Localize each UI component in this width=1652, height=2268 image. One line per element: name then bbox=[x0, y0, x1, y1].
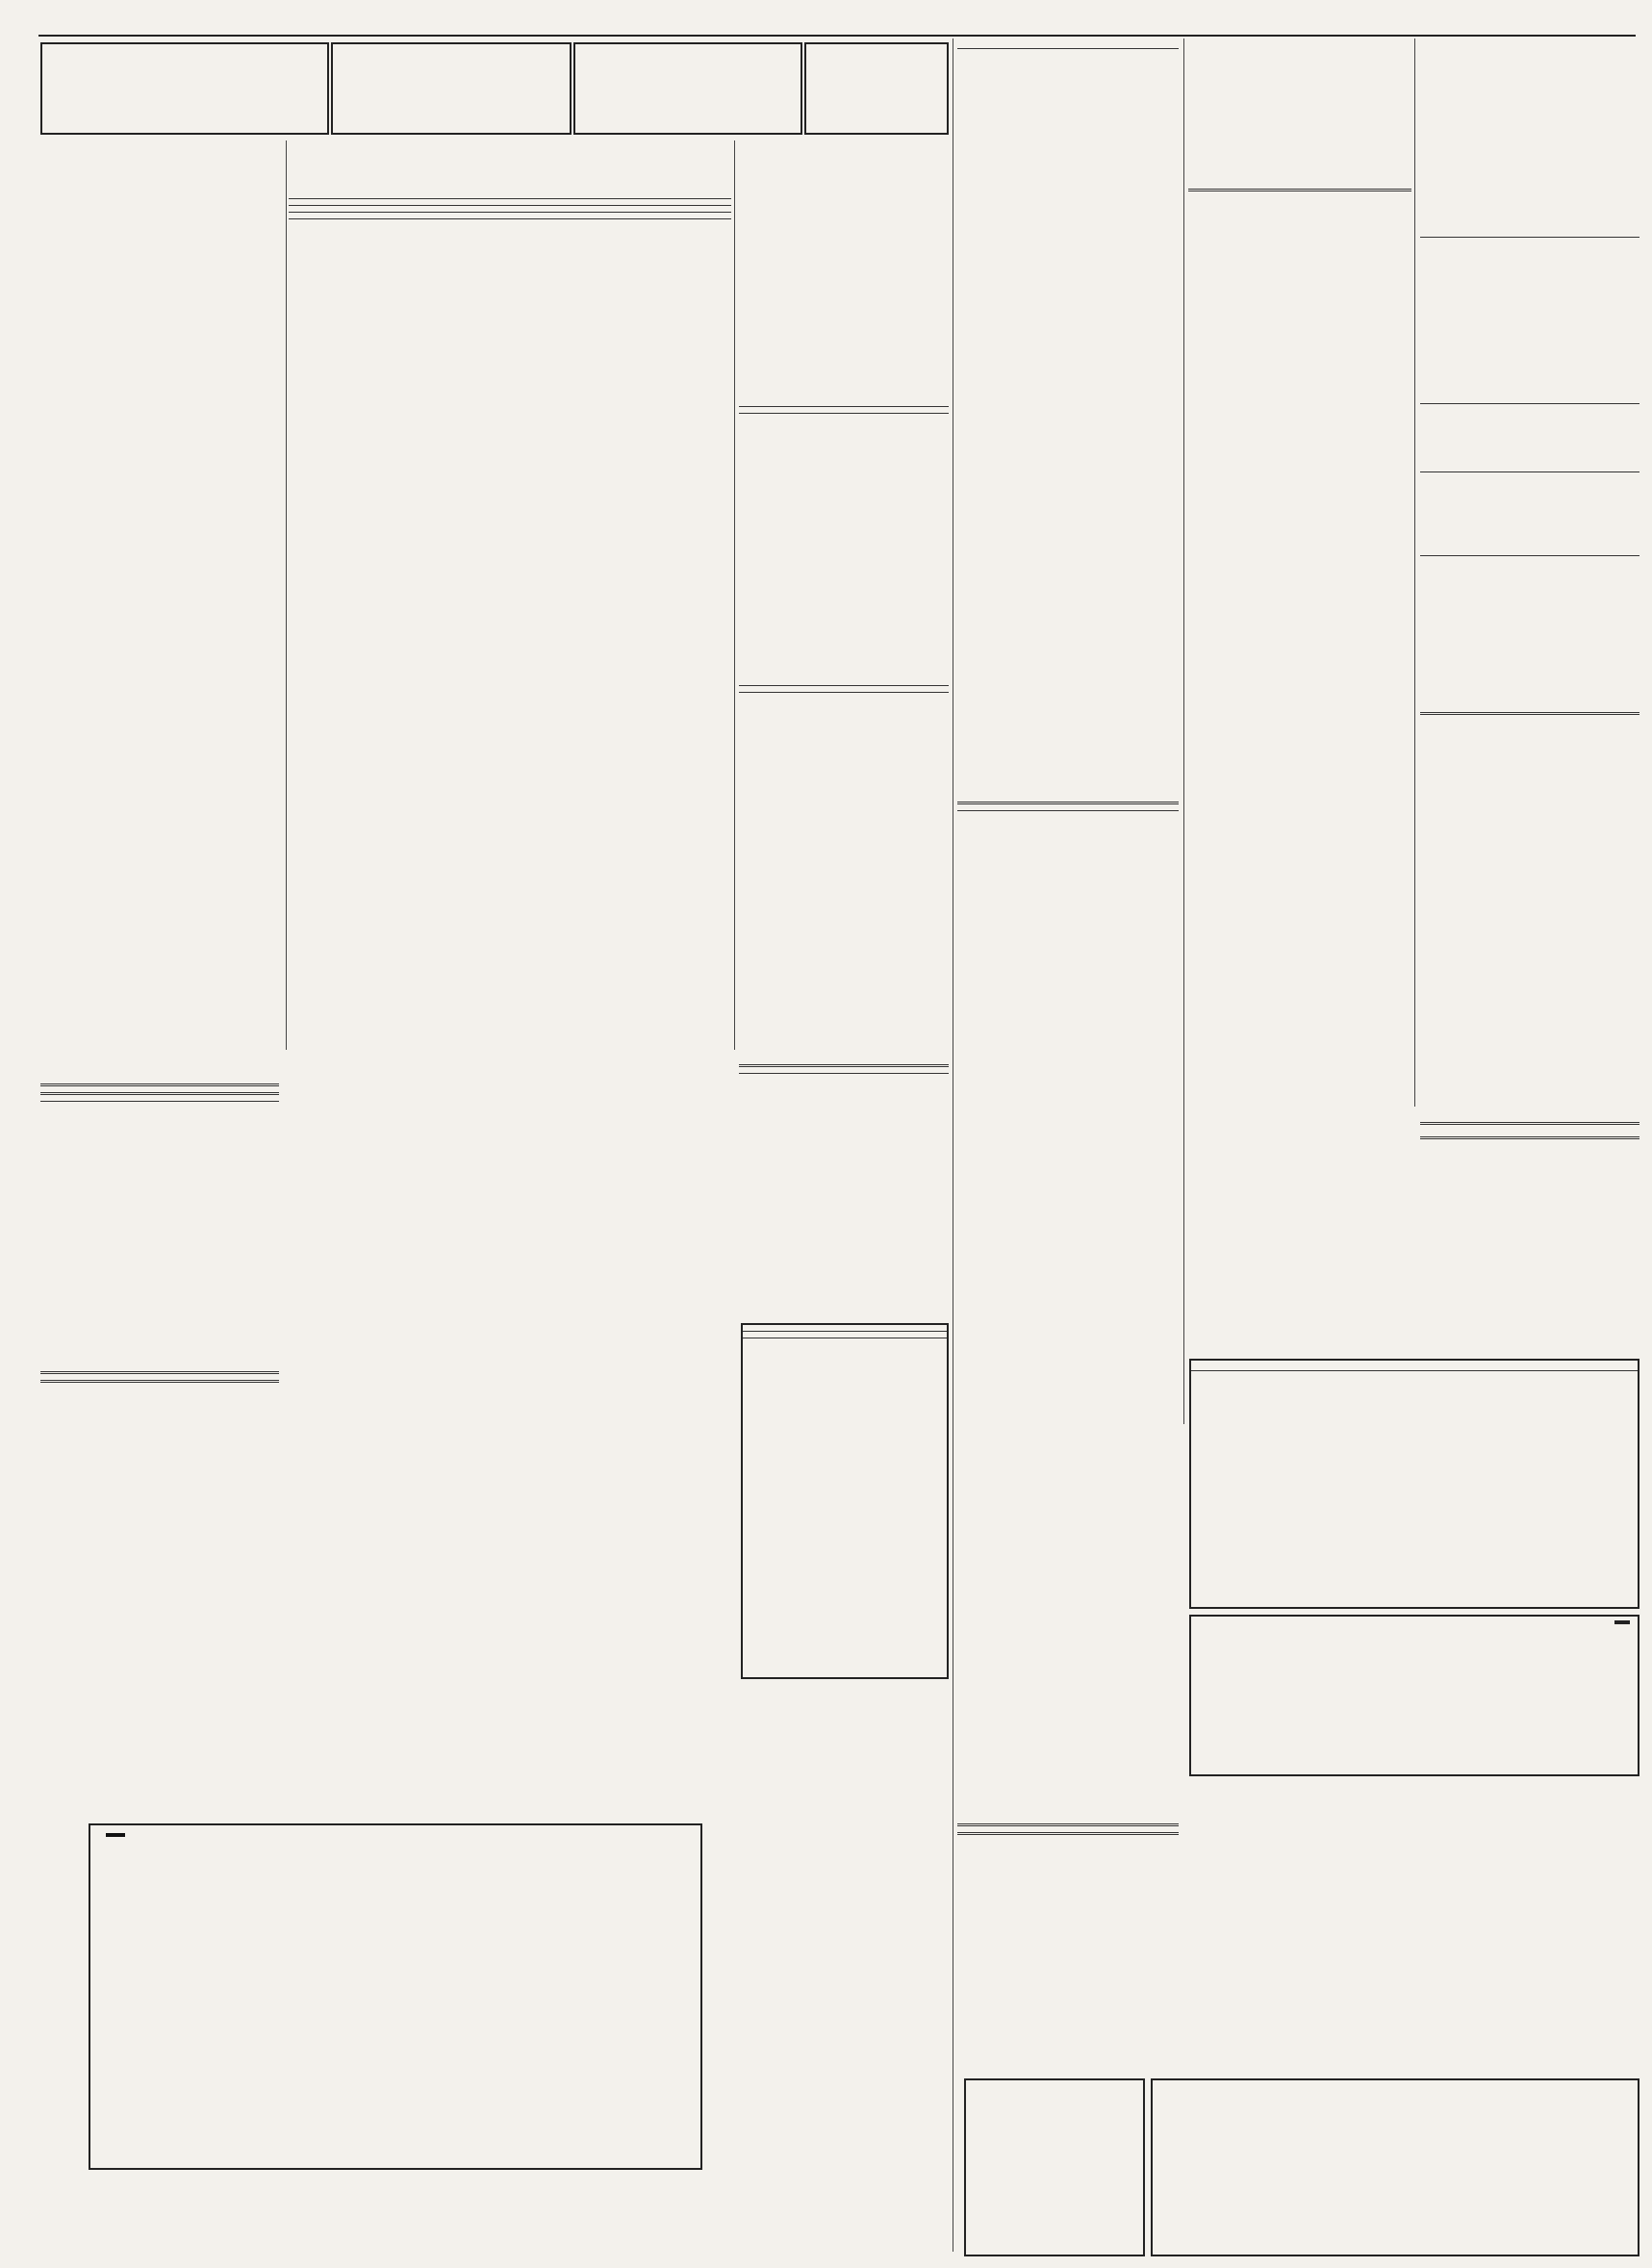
masthead bbox=[38, 13, 1636, 37]
ad-segunda bbox=[573, 42, 802, 135]
ad-badge bbox=[1614, 1620, 1630, 1624]
column-5 bbox=[1188, 38, 1411, 1107]
column-rule bbox=[734, 140, 735, 1050]
column-rule bbox=[1414, 38, 1415, 1107]
cambios-section bbox=[1420, 1116, 1639, 1352]
ultima-hora-banner bbox=[1188, 38, 1411, 255]
ad-divida-publica bbox=[741, 1323, 949, 1679]
column-3-gremio bbox=[739, 1686, 949, 1801]
column-3-telegramma bbox=[739, 1058, 949, 1318]
ad-line bbox=[106, 1833, 125, 1837]
column-3 bbox=[739, 140, 949, 1050]
column-rule bbox=[286, 140, 287, 1050]
column-6 bbox=[1420, 154, 1639, 1116]
column-rule bbox=[1183, 38, 1184, 1424]
column-2 bbox=[289, 192, 731, 1049]
ad-coliseu bbox=[1189, 1359, 1639, 1609]
ad-diamante bbox=[1151, 2078, 1639, 2256]
ad-salao-foz bbox=[40, 42, 329, 135]
column-4 bbox=[957, 42, 1179, 2255]
ad-sexta bbox=[804, 42, 949, 135]
ad-olympia bbox=[1189, 1615, 1639, 1776]
ad-salao-central bbox=[964, 2078, 1145, 2256]
column-1 bbox=[40, 140, 279, 1050]
ad-ultimas bbox=[331, 42, 572, 135]
ad-espectaculo bbox=[89, 1823, 702, 2170]
